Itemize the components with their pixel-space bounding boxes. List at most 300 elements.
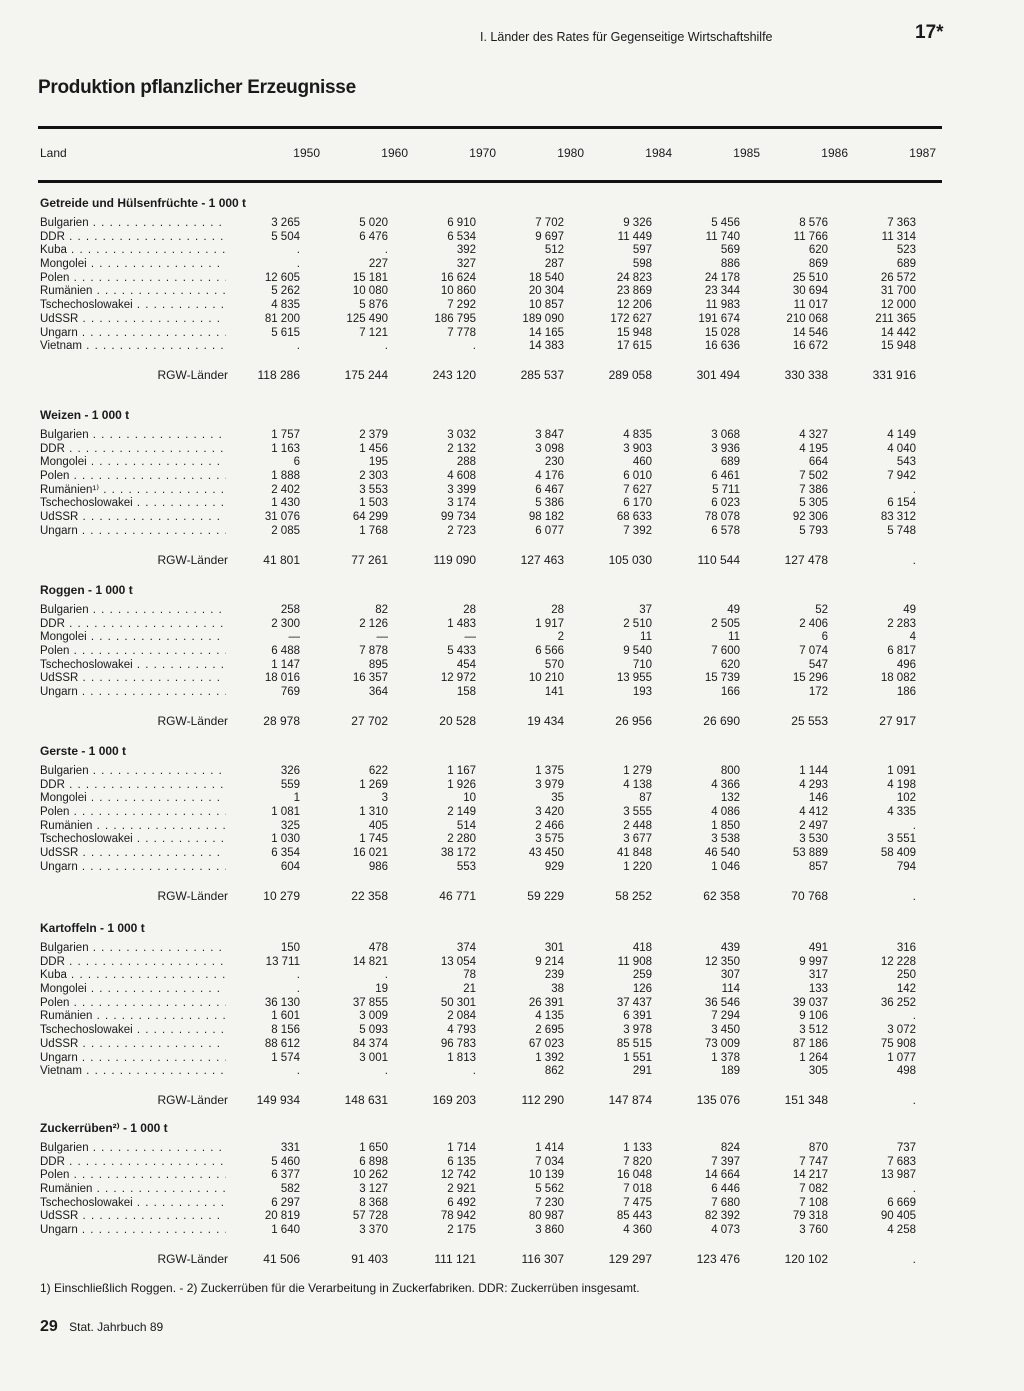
table-cell: 3 032: [447, 429, 476, 441]
table-cell: 38 172: [440, 847, 476, 860]
table-cell: 2 695: [535, 1024, 564, 1037]
table-cell: 211 365: [875, 312, 916, 325]
total-row: [38, 1250, 942, 1268]
table-cell: 7 627: [623, 483, 652, 496]
table-row: [38, 258, 942, 272]
table-cell: 4 360: [623, 1224, 652, 1237]
table-cell: 78 942: [440, 1210, 476, 1223]
table-cell: 3 370: [359, 1224, 388, 1237]
table-cell: 326: [280, 765, 300, 777]
row-label: Polen . . .: [40, 470, 226, 484]
table-cell: 16 048: [616, 1169, 652, 1182]
table-cell: 5 305: [799, 497, 828, 510]
table-cell: 689: [896, 258, 916, 271]
table-cell: 598: [632, 258, 652, 271]
table-cell: 4 335: [887, 806, 916, 819]
table-cell: 43 450: [528, 847, 564, 860]
total-cell: 41 801: [263, 552, 300, 567]
table-cell: 6 010: [623, 470, 652, 483]
table-cell: 82 392: [704, 1210, 740, 1223]
table-cell: 150: [280, 942, 300, 954]
table-row: [38, 1038, 942, 1052]
table-cell: .: [912, 483, 916, 496]
row-label: DDR . . .: [40, 618, 226, 632]
row-label: Mongolei . . .: [40, 456, 226, 470]
table-cell: 85 515: [616, 1037, 652, 1050]
total-cell: 110 544: [697, 552, 740, 567]
column-header-year: 1986: [821, 146, 848, 160]
table-cell: 4 608: [447, 470, 476, 483]
section-title: Zuckerrüben²⁾ - 1 000 t: [40, 1121, 168, 1135]
row-label: DDR . . .: [40, 231, 226, 245]
table-cell: 2 379: [359, 429, 388, 441]
table-cell: 7 878: [359, 645, 388, 658]
table-cell: 6 669: [887, 1196, 916, 1209]
table-cell: 186 795: [434, 312, 476, 325]
total-label: RGW-Länder: [157, 888, 228, 903]
table-cell: 4 138: [623, 778, 652, 791]
table-cell: 2 132: [447, 442, 476, 455]
table-row: [38, 942, 942, 956]
total-label: RGW-Länder: [157, 713, 228, 728]
row-label: Tschechoslowakei . . .: [40, 299, 226, 313]
column-header-land: Land: [40, 146, 67, 160]
total-cell: 28 978: [263, 713, 300, 728]
table-cell: 14 821: [352, 955, 388, 968]
table-cell: 454: [456, 658, 476, 671]
table-cell: 2 149: [447, 806, 476, 819]
table-cell: 1 456: [359, 442, 388, 455]
table-cell: 3 450: [711, 1024, 740, 1037]
table-cell: 3 001: [359, 1051, 388, 1064]
row-label: Ungarn . . .: [40, 1052, 226, 1066]
table-cell: 1 279: [623, 765, 652, 777]
table-cell: 172: [808, 686, 828, 699]
table-cell: 1 888: [271, 470, 300, 483]
table-cell: 36 130: [264, 996, 300, 1009]
table-cell: 11 740: [705, 230, 740, 243]
table-row: [38, 847, 942, 861]
section-title: Kartoffeln - 1 000 t: [40, 921, 145, 935]
table-cell: 6 023: [711, 497, 740, 510]
table-cell: 6 817: [887, 645, 916, 658]
table-cell: 570: [544, 658, 564, 671]
table-cell: 9 326: [623, 217, 652, 229]
table-cell: 1 264: [799, 1051, 828, 1064]
table-row: [38, 484, 942, 498]
table-cell: 3 530: [799, 833, 828, 846]
row-label: Rumänien . . .: [40, 1183, 226, 1197]
table-cell: 569: [720, 244, 740, 257]
table-cell: 2 510: [623, 617, 652, 630]
table-cell: 1 551: [623, 1051, 652, 1064]
table-cell: 794: [896, 860, 916, 873]
table-cell: 50 301: [440, 996, 476, 1009]
table-row: [38, 456, 942, 470]
header-rule: [38, 180, 942, 183]
table-cell: 75 908: [880, 1037, 916, 1050]
table-cell: 141: [544, 686, 564, 699]
table-row: [38, 659, 942, 673]
table-cell: 15 948: [616, 326, 652, 339]
table-cell: 259: [632, 969, 652, 982]
table-cell: 1 926: [447, 778, 476, 791]
table-cell: 7 397: [711, 1155, 740, 1168]
total-cell: 105 030: [608, 552, 652, 567]
total-label: RGW-Länder: [157, 1251, 228, 1266]
table-cell: 7 121: [359, 326, 388, 339]
table-cell: 1 601: [271, 1010, 300, 1023]
table-cell: 9 540: [623, 645, 652, 658]
total-cell: 19 434: [527, 713, 564, 728]
table-cell: 7 018: [623, 1183, 652, 1196]
table-cell: 301: [544, 942, 564, 954]
table-cell: 1 483: [447, 617, 476, 630]
table-row: [38, 1224, 942, 1238]
row-label: Tschechoslowakei . . .: [40, 659, 226, 673]
table-cell: 7 778: [447, 326, 476, 339]
footer-page-number: 29: [40, 1318, 58, 1335]
row-label: Ungarn . . .: [40, 1224, 226, 1238]
table-cell: 3 072: [887, 1024, 916, 1037]
table-cell: 6 154: [887, 497, 916, 510]
table-cell: —: [464, 631, 476, 644]
total-cell: 127 463: [520, 552, 564, 567]
table-cell: 18 016: [264, 672, 300, 685]
table-row: [38, 833, 942, 847]
table-cell: 6 297: [271, 1196, 300, 1209]
total-cell: 151 348: [784, 1092, 828, 1107]
table-row: [38, 1197, 942, 1211]
table-cell: 58 409: [880, 847, 916, 860]
row-label: UdSSR . . .: [40, 672, 226, 686]
table-cell: 3 399: [447, 483, 476, 496]
table-cell: 2 921: [447, 1183, 476, 1196]
table-cell: 986: [368, 860, 388, 873]
table-cell: 7 082: [799, 1183, 828, 1196]
row-label: Rumänien . . .: [40, 1010, 226, 1024]
table-cell: 559: [280, 778, 300, 791]
table-cell: 25 510: [792, 271, 828, 284]
table-cell: .: [472, 340, 476, 353]
total-cell: 26 956: [615, 713, 652, 728]
table-cell: 87: [639, 792, 652, 805]
table-cell: 6 377: [271, 1169, 300, 1182]
table-cell: 4 835: [271, 299, 300, 312]
table-cell: 16 357: [352, 672, 388, 685]
table-cell: .: [384, 340, 388, 353]
table-cell: 132: [720, 792, 740, 805]
table-cell: 37: [639, 604, 652, 616]
table-cell: 49: [903, 604, 916, 616]
table-row: [38, 765, 942, 779]
table-cell: 2 126: [359, 617, 388, 630]
table-cell: 13 711: [265, 955, 300, 968]
section-title: Roggen - 1 000 t: [40, 583, 133, 597]
table-cell: 7 475: [623, 1196, 652, 1209]
total-cell: 330 338: [784, 367, 828, 382]
table-cell: 13 955: [616, 672, 652, 685]
table-row: [38, 618, 942, 632]
row-label: Vietnam . . .: [40, 1065, 226, 1079]
table-cell: 11 017: [793, 299, 828, 312]
table-cell: 68 633: [616, 511, 652, 524]
table-cell: 6 077: [535, 524, 564, 537]
table-cell: 6 461: [711, 470, 740, 483]
table-cell: 37 855: [352, 996, 388, 1009]
table-cell: 3 555: [623, 806, 652, 819]
table-cell: 7 363: [887, 217, 916, 229]
table-cell: 496: [896, 658, 916, 671]
table-cell: 5 748: [887, 524, 916, 537]
table-cell: —: [376, 631, 388, 644]
row-label: Vietnam . . .: [40, 340, 226, 354]
table-cell: .: [384, 1065, 388, 1078]
row-label: Tschechoslowakei . . .: [40, 1197, 226, 1211]
table-cell: 73 009: [704, 1037, 740, 1050]
table-cell: 21: [463, 983, 476, 996]
table-cell: 1 917: [535, 617, 564, 630]
table-cell: 158: [456, 686, 476, 699]
table-cell: 2 505: [711, 617, 740, 630]
total-label: RGW-Länder: [157, 367, 228, 382]
table-cell: 3 903: [623, 442, 652, 455]
table-section: [38, 741, 942, 905]
table-row: [38, 1065, 942, 1079]
row-label: Polen . . .: [40, 997, 226, 1011]
table-cell: 862: [544, 1065, 564, 1078]
total-cell: 58 252: [615, 888, 652, 903]
footnote: 1) Einschließlich Roggen. - 2) Zuckerrüben für die Verarbeitung in Zuckerfabriken. DDR: Zuckerrüben insgesamt.: [40, 1281, 640, 1295]
table-cell: 193: [632, 686, 652, 699]
table-section: [38, 405, 942, 569]
total-cell: 70 768: [791, 888, 828, 903]
total-cell: 22 358: [351, 888, 388, 903]
table-cell: 2 084: [447, 1010, 476, 1023]
table-row: [38, 327, 942, 341]
table-cell: 291: [632, 1065, 652, 1078]
section-rows: [38, 942, 942, 1079]
total-cell: .: [912, 1251, 916, 1266]
table-cell: 7 074: [799, 645, 828, 658]
table-cell: 189 090: [522, 312, 564, 325]
table-cell: 4 040: [887, 442, 916, 455]
table-row: [38, 443, 942, 457]
table-cell: 460: [632, 456, 652, 469]
table-cell: 305: [808, 1065, 828, 1078]
table-cell: 1 813: [447, 1051, 476, 1064]
table-cell: .: [912, 1010, 916, 1023]
table-cell: 4 195: [799, 442, 828, 455]
table-cell: 4 793: [447, 1024, 476, 1037]
table-cell: 3 978: [623, 1024, 652, 1037]
table-cell: 1 163: [271, 442, 300, 455]
table-cell: 13 987: [880, 1169, 916, 1182]
table-cell: 78: [463, 969, 476, 982]
row-label: Kuba . . .: [40, 244, 226, 258]
column-header-year: 1985: [733, 146, 760, 160]
table-cell: 92 306: [792, 511, 828, 524]
table-row: [38, 272, 942, 286]
table-cell: 6 578: [711, 524, 740, 537]
table-cell: 1: [293, 792, 300, 805]
table-cell: 12 228: [880, 955, 916, 968]
table-cell: 1 310: [359, 806, 388, 819]
table-cell: 10: [463, 792, 476, 805]
table-cell: 1 640: [271, 1224, 300, 1237]
total-cell: 285 537: [520, 367, 564, 382]
table-cell: 11 766: [793, 230, 828, 243]
table-cell: 250: [896, 969, 916, 982]
table-cell: 28: [551, 604, 564, 616]
page-header: [480, 22, 980, 50]
table-cell: 1 144: [799, 765, 828, 777]
table-cell: 2 300: [271, 617, 300, 630]
table-cell: 24 178: [704, 271, 740, 284]
row-label: Ungarn . . .: [40, 686, 226, 700]
table-cell: 3 847: [535, 429, 564, 441]
total-cell: 116 307: [521, 1251, 564, 1266]
table-cell: 1 745: [359, 833, 388, 846]
table-cell: 2: [557, 631, 564, 644]
document-title: Produktion pflanzlicher Erzeugnisse: [38, 77, 356, 98]
table-cell: 1 650: [359, 1142, 388, 1154]
table-cell: 36 546: [704, 996, 740, 1009]
table-cell: 26 572: [880, 271, 916, 284]
table-cell: .: [912, 1183, 916, 1196]
row-label: Ungarn . . .: [40, 525, 226, 539]
table-cell: 6 488: [271, 645, 300, 658]
table-cell: 12 000: [880, 299, 916, 312]
table-section: [38, 918, 942, 1109]
total-cell: 111 121: [434, 1251, 476, 1266]
table-cell: .: [296, 1065, 300, 1078]
table-cell: 98 182: [528, 511, 564, 524]
header-title: I. Länder des Rates für Gegenseitige Wirtschaftshilfe: [480, 30, 773, 44]
section-title: Getreide und Hülsenfrüchte - 1 000 t: [40, 196, 247, 210]
table-cell: 4 176: [535, 470, 564, 483]
table-cell: 512: [544, 244, 564, 257]
table-cell: 6 910: [447, 217, 476, 229]
table-cell: 35: [551, 792, 564, 805]
total-cell: 119 090: [433, 552, 476, 567]
table-cell: 7 230: [535, 1196, 564, 1209]
table-cell: 6 534: [447, 230, 476, 243]
table-cell: 10 857: [528, 299, 564, 312]
table-cell: 3 860: [535, 1224, 564, 1237]
table-cell: 16 624: [440, 271, 476, 284]
table-section: [38, 1118, 942, 1268]
table-cell: 6 446: [711, 1183, 740, 1196]
table-cell: 10 860: [440, 285, 476, 298]
table-cell: 4 258: [887, 1224, 916, 1237]
table-row: [38, 313, 942, 327]
table-row: [38, 645, 942, 659]
table-row: [38, 969, 942, 983]
table-cell: 514: [456, 819, 476, 832]
table-cell: 3 551: [887, 833, 916, 846]
table-cell: 392: [456, 244, 476, 257]
table-cell: 582: [280, 1183, 300, 1196]
table-cell: 18 540: [528, 271, 564, 284]
table-cell: 83 312: [880, 511, 916, 524]
table-cell: 6 170: [623, 497, 652, 510]
table-cell: 5 876: [359, 299, 388, 312]
table-cell: 102: [896, 792, 916, 805]
table-cell: 7 942: [887, 470, 916, 483]
table-cell: 2 402: [271, 483, 300, 496]
table-cell: 769: [280, 686, 300, 699]
row-label: UdSSR . . .: [40, 1210, 226, 1224]
column-header-year: 1987: [909, 146, 936, 160]
section-rows: [38, 604, 942, 700]
table-cell: 1 133: [623, 1142, 652, 1154]
table-cell: 4 073: [711, 1224, 740, 1237]
table-cell: 8 368: [359, 1196, 388, 1209]
table-row: [38, 672, 942, 686]
table-row: [38, 861, 942, 875]
table-cell: 287: [544, 258, 564, 271]
table-cell: .: [384, 969, 388, 982]
table-cell: 3 512: [799, 1024, 828, 1037]
total-label: RGW-Länder: [157, 552, 228, 567]
table-cell: 52: [815, 604, 828, 616]
table-cell: .: [384, 244, 388, 257]
table-cell: 307: [720, 969, 740, 982]
table-cell: 23 869: [616, 285, 652, 298]
row-label: Mongolei . . .: [40, 792, 226, 806]
table-cell: 498: [896, 1065, 916, 1078]
table-cell: 737: [896, 1142, 916, 1154]
table-cell: 12 742: [440, 1169, 476, 1182]
table-cell: 189: [720, 1065, 740, 1078]
table-cell: 30 694: [792, 285, 828, 298]
table-cell: 90 405: [880, 1210, 916, 1223]
total-cell: 91 403: [351, 1251, 388, 1266]
total-cell: 26 690: [703, 713, 740, 728]
table-cell: 9 697: [535, 230, 564, 243]
table-cell: .: [296, 244, 300, 257]
table-cell: 11 314: [881, 230, 916, 243]
table-cell: 15 948: [880, 340, 916, 353]
total-cell: .: [912, 888, 916, 903]
table-cell: 3 760: [799, 1224, 828, 1237]
table-cell: .: [296, 340, 300, 353]
table-cell: 7 683: [887, 1155, 916, 1168]
table-cell: 374: [456, 942, 476, 954]
table-cell: 227: [368, 258, 388, 271]
table-cell: 2 303: [359, 470, 388, 483]
table-cell: 5 456: [711, 217, 740, 229]
table-cell: 316: [896, 942, 916, 954]
table-cell: 2 723: [447, 524, 476, 537]
table-row: [38, 983, 942, 997]
total-cell: 127 478: [784, 552, 828, 567]
table-cell: 41 848: [616, 847, 652, 860]
table-cell: 23 344: [704, 285, 740, 298]
table-cell: 3: [381, 792, 388, 805]
table-row: [38, 956, 942, 970]
section-rows: [38, 217, 942, 354]
table-cell: 15 296: [792, 672, 828, 685]
total-cell: 129 297: [608, 1251, 652, 1266]
table-row: [38, 1142, 942, 1156]
total-cell: 10 279: [263, 888, 300, 903]
table-cell: 7 034: [535, 1155, 564, 1168]
table-cell: 17 615: [616, 340, 652, 353]
table-cell: 210 068: [786, 312, 828, 325]
table-row: [38, 299, 942, 313]
